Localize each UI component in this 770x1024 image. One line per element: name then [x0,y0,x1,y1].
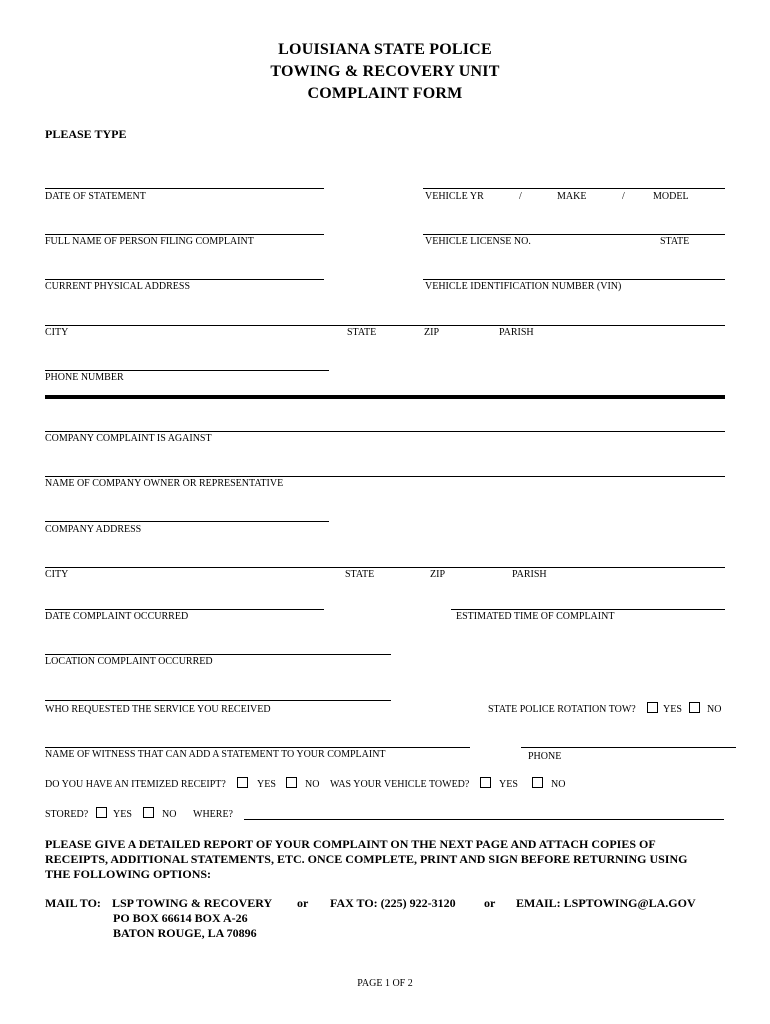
fax-number: FAX TO: (225) 922-3120 [330,896,456,910]
where-label: WHERE? [193,809,233,820]
zip-label: ZIP [424,327,439,338]
location-field[interactable] [45,654,391,655]
vehicle-yr-make-model-field[interactable] [423,188,725,189]
company-owner-label: NAME OF COMPANY OWNER OR REPRESENTATIVE [45,478,284,489]
towed-yes-checkbox[interactable] [480,777,491,788]
mail-to-label: MAIL TO: [45,896,101,910]
vehicle-license-field[interactable] [423,234,725,235]
date-of-statement-field[interactable] [45,188,324,189]
company-address-label: COMPANY ADDRESS [45,524,142,535]
mail-address-line-1: LSP TOWING & RECOVERY [112,896,273,910]
company-address-field[interactable] [45,521,329,522]
company-parish-label: PARISH [512,569,547,580]
location-label: LOCATION COMPLAINT OCCURRED [45,656,213,667]
witness-name-label: NAME OF WITNESS THAT CAN ADD A STATEMENT TO YOUR COMPLAINT [45,749,386,760]
stored-no-label: NO [162,809,177,820]
vehicle-make-label: MAKE [557,191,587,202]
or-separator: or [297,896,309,910]
company-owner-field[interactable] [45,476,725,477]
company-against-field[interactable] [45,431,725,432]
company-state-label: STATE [345,569,375,580]
rotation-tow-label: STATE POLICE ROTATION TOW? [488,704,636,715]
company-zip-label: ZIP [430,569,445,580]
parish-label: PARISH [499,327,534,338]
mail-address-line-2: PO BOX 66614 BOX A-26 [113,911,248,925]
city-state-zip-parish-field[interactable] [45,325,725,326]
vehicle-license-label: VEHICLE LICENSE NO. [425,236,531,247]
page-number: PAGE 1 OF 2 [357,978,413,989]
form-title: COMPLAINT FORM [307,85,463,102]
phone-number-field[interactable] [45,370,329,371]
company-against-label: COMPANY COMPLAINT IS AGAINST [45,433,212,444]
where-field[interactable] [244,819,724,820]
towed-no-label: NO [551,779,566,790]
receipt-yes-checkbox[interactable] [237,777,248,788]
vehicle-model-label: MODEL [653,191,689,202]
towed-yes-label: YES [499,779,518,790]
section-divider [45,395,725,399]
towed-no-checkbox[interactable] [532,777,543,788]
physical-address-field[interactable] [45,279,324,280]
rotation-tow-no-label: NO [707,704,722,715]
estimated-time-field[interactable] [451,609,725,610]
vehicle-yr-label: VEHICLE YR [425,191,484,202]
instructions-line-1: PLEASE GIVE A DETAILED REPORT OF YOUR COMPLAINT ON THE NEXT PAGE AND ATTACH COPIES OF [45,837,656,851]
stored-yes-checkbox[interactable] [96,807,107,818]
form-title-agency: LOUISIANA STATE POLICE [278,41,492,58]
separator: / [622,191,625,202]
company-city-label: CITY [45,569,69,580]
separator: / [519,191,522,202]
estimated-time-label: ESTIMATED TIME OF COMPLAINT [456,611,615,622]
itemized-receipt-label: DO YOU HAVE AN ITEMIZED RECEIPT? [45,779,226,790]
city-label: CITY [45,327,69,338]
phone-number-label: PHONE NUMBER [45,372,124,383]
receipt-no-label: NO [305,779,320,790]
requested-by-label: WHO REQUESTED THE SERVICE YOU RECEIVED [45,704,271,715]
witness-phone-label: PHONE [528,751,562,762]
rotation-tow-no-checkbox[interactable] [689,702,700,713]
witness-phone-field[interactable] [521,747,736,748]
stored-no-checkbox[interactable] [143,807,154,818]
or-separator: or [484,896,496,910]
please-type-note: PLEASE TYPE [45,127,127,141]
full-name-field[interactable] [45,234,324,235]
receipt-yes-label: YES [257,779,276,790]
witness-name-field[interactable] [45,747,470,748]
state-label: STATE [347,327,377,338]
rotation-tow-yes-checkbox[interactable] [647,702,658,713]
form-title-unit: TOWING & RECOVERY UNIT [270,63,500,80]
email-address[interactable]: EMAIL: LSPTOWING@LA.GOV [516,896,696,910]
company-city-state-zip-parish-field[interactable] [45,567,725,568]
physical-address-label: CURRENT PHYSICAL ADDRESS [45,281,191,292]
vin-field[interactable] [423,279,725,280]
date-of-statement-label: DATE OF STATEMENT [45,191,146,202]
date-occurred-label: DATE COMPLAINT OCCURRED [45,611,189,622]
vehicle-towed-label: WAS YOUR VEHICLE TOWED? [330,779,470,790]
stored-yes-label: YES [113,809,132,820]
stored-label: STORED? [45,809,89,820]
requested-by-field[interactable] [45,700,391,701]
instructions-line-3: THE FOLLOWING OPTIONS: [45,867,212,881]
mail-address-line-3: BATON ROUGE, LA 70896 [113,926,257,940]
vin-label: VEHICLE IDENTIFICATION NUMBER (VIN) [425,281,622,292]
full-name-label: FULL NAME OF PERSON FILING COMPLAINT [45,236,254,247]
rotation-tow-yes-label: YES [663,704,682,715]
instructions-line-2: RECEIPTS, ADDITIONAL STATEMENTS, ETC. ONCE COMPLETE, PRINT AND SIGN BEFORE RETURNING USING [45,852,688,866]
receipt-no-checkbox[interactable] [286,777,297,788]
date-occurred-field[interactable] [45,609,324,610]
vehicle-license-state-label: STATE [660,236,690,247]
